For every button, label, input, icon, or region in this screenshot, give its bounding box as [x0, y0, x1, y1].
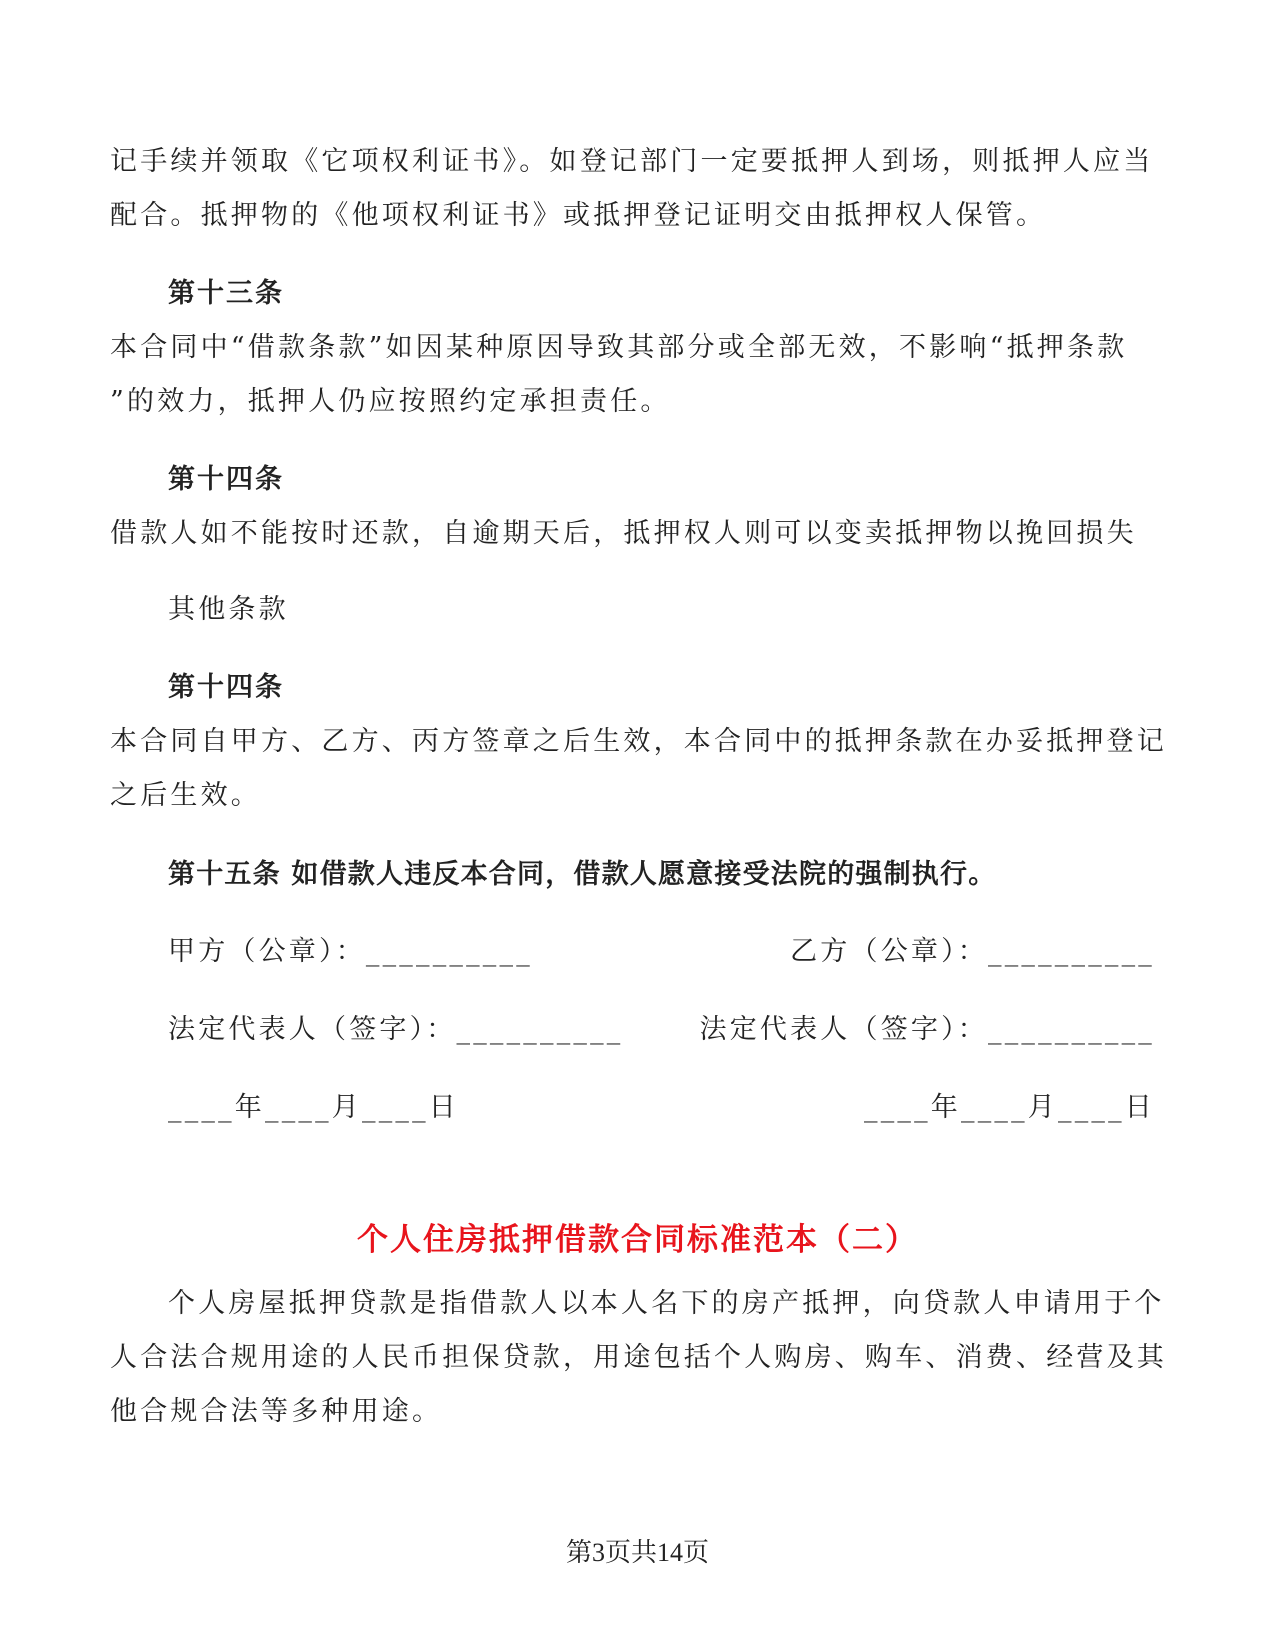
section-2-title: 个人住房抵押借款合同标准范本（二） [357, 1222, 918, 1258]
date-right: ____年____月____日 [864, 1092, 1155, 1123]
article-15: 第十五条 如借款人违反本合同，借款人愿意接受法院的强制执行。 [168, 859, 997, 890]
paragraph-line: 配合。抵押物的《他项权利证书》或抵押登记证明交由抵押权人保管。 [110, 200, 1047, 231]
article-14-heading-repeat: 第十四条 [168, 672, 284, 703]
party-a-representative: 法定代表人（签字）：__________ [168, 1014, 624, 1045]
article-14-heading: 第十四条 [168, 464, 284, 495]
paragraph-line: 记手续并领取《它项权利证书》。如登记部门一定要抵押人到场，则抵押人应当 [110, 146, 1154, 177]
other-clauses-heading: 其他条款 [168, 594, 289, 625]
party-b-seal: 乙方（公章）：__________ [790, 936, 1155, 967]
paragraph-line: ”的效力，抵押人仍应按照约定承担责任。 [110, 386, 671, 417]
paragraph-line: 本合同中“借款条款”如因某种原因导致其部分或全部无效，不影响“抵押条款 [110, 332, 1128, 363]
date-left: ____年____月____日 [168, 1092, 459, 1123]
page-number-footer: 第3页共14页 [565, 1538, 709, 1567]
party-a-seal: 甲方（公章）：__________ [168, 936, 533, 967]
paragraph-line: 他合规合法等多种用途。 [110, 1396, 443, 1427]
paragraph-line: 借款人如不能按时还款，自逾期天后，抵押权人则可以变卖抵押物以挽回损失 [110, 518, 1137, 549]
paragraph-line: 人合法合规用途的人民币担保贷款，用途包括个人购房、购车、消费、经营及其 [110, 1342, 1167, 1373]
paragraph-line: 本合同自甲方、乙方、丙方签章之后生效，本合同中的抵押条款在办妥抵押登记 [110, 726, 1167, 757]
paragraph-line: 之后生效。 [110, 780, 261, 811]
paragraph-line: 个人房屋抵押贷款是指借款人以本人名下的房产抵押，向贷款人申请用于个 [168, 1288, 1165, 1319]
article-13-heading: 第十三条 [168, 278, 284, 309]
party-b-representative: 法定代表人（签字）：__________ [699, 1014, 1155, 1045]
